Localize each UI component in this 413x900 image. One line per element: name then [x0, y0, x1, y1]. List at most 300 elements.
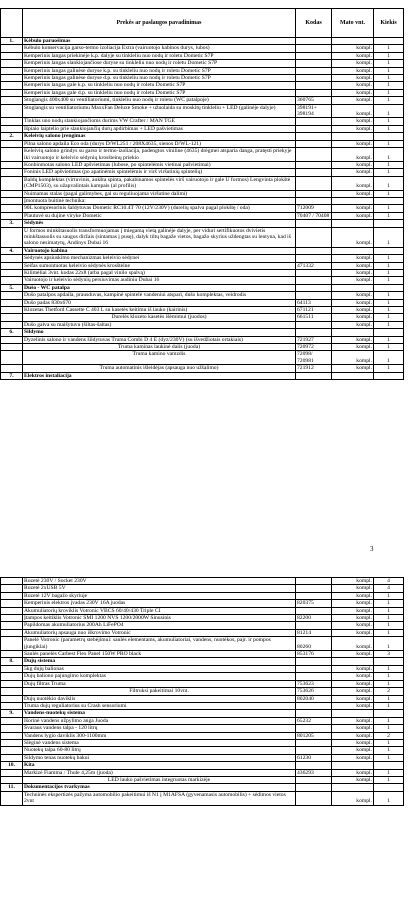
section-number: 3.	[1, 220, 23, 227]
code-cell	[296, 220, 332, 227]
table-row	[1, 227, 404, 247]
item-code: 853176	[296, 651, 332, 658]
table-row	[1, 148, 404, 162]
item-unit: kompl.	[332, 607, 374, 614]
section-row	[1, 247, 404, 254]
section-number: 9.	[1, 710, 23, 717]
item-qty: 1	[374, 60, 404, 67]
row-number	[1, 702, 23, 709]
item-name: U formos minkštasuolis transformuojamas į miegamą vietą galinėje dalyje, per viduri sertifikuotos dvivietis minkštasuolis su saugos diržais (sintamas į pusę), dalyk tiltų bagaže vietos, bagažo skyrius uždengtas su lentyna, kad iš salono nesimatytų, Andinys Dubai 16	[23, 227, 296, 247]
table-row	[1, 615, 404, 622]
item-unit: kompl.	[332, 125, 374, 132]
item-unit: kompl.	[332, 739, 374, 746]
item-name: Vairuotojo ir keleivio sėdynių persiuvimas audiniu Dubai 16	[23, 277, 296, 284]
item-name: Kemperinis langas gale d.p. su tinkleliu nuo nodų ir roletu Dometic S7P	[23, 89, 296, 96]
qty-cell	[374, 247, 404, 254]
table-row	[1, 665, 404, 672]
item-name: Stoglangis 400x400 su ventiliatoriumi, tinkleliu nuo nodų ir roletu (WC patalpoje)	[23, 97, 296, 104]
table-row	[1, 212, 404, 219]
spec-table-bottom	[0, 577, 404, 806]
item-qty: 1	[374, 754, 404, 761]
item-unit: kompl.	[332, 336, 374, 343]
row-number	[1, 292, 23, 299]
table-row	[1, 365, 404, 372]
item-code: 801205	[296, 732, 332, 739]
table-row	[1, 351, 404, 365]
item-qty: 1	[374, 717, 404, 724]
item-code: 753626	[296, 688, 332, 695]
row-number	[1, 89, 23, 96]
item-unit: kompl.	[332, 776, 374, 783]
row-number	[1, 205, 23, 212]
table-row	[1, 205, 404, 212]
item-unit: kompl.	[332, 688, 374, 695]
row-number	[1, 769, 23, 776]
row-number	[1, 125, 23, 132]
section-title: Dujų sistema	[23, 658, 296, 665]
row-number	[1, 725, 23, 732]
code-cell	[296, 329, 332, 336]
table-row	[1, 45, 404, 52]
row-number	[1, 615, 23, 622]
item-unit: kompl.	[332, 140, 374, 147]
item-unit: kompl.	[332, 725, 374, 732]
item-unit: kompl.	[332, 351, 374, 365]
section-number: 5.	[1, 284, 23, 291]
table-row	[1, 717, 404, 724]
table-row	[1, 125, 404, 132]
item-code: 721912	[296, 365, 332, 372]
item-code: 64113	[296, 299, 332, 306]
unit-cell	[332, 784, 374, 791]
item-qty: 1	[374, 673, 404, 680]
item-name: Truma automatinis išleidėjas (apsauga nuo užšalimo)	[23, 365, 296, 372]
row-number	[1, 52, 23, 59]
row-number	[1, 161, 23, 168]
item-code	[296, 739, 332, 746]
item-qty: 1	[374, 140, 404, 147]
page-number: 3	[370, 545, 374, 553]
row-number	[1, 227, 23, 247]
item-qty: 1	[374, 351, 404, 365]
section-number: 1.	[1, 38, 23, 45]
item-name: Įmontuota buitinė technika:	[23, 197, 296, 204]
item-code	[296, 52, 332, 59]
item-name: Rozetė 2xUSB 5V	[23, 585, 296, 592]
row-number	[1, 776, 23, 783]
item-qty: 1	[374, 637, 404, 651]
section-title: Dokumentacijos tvarkymas	[23, 784, 296, 791]
item-qty: 1	[374, 695, 404, 702]
table-row	[1, 702, 404, 709]
item-code	[296, 169, 332, 176]
item-code	[296, 45, 332, 52]
item-qty: 3	[374, 651, 404, 658]
unit-cell	[332, 284, 374, 291]
item-name: Foninis LED apšvietimas (po apatinėmis spintelėmis ir virš viršutinių spintelių)	[23, 169, 296, 176]
code-cell	[296, 710, 332, 717]
item-name: Išpiaio laiptelio prie slankiojančių durų apdirbimas + LED pašvietimas	[23, 125, 296, 132]
item-name: Kemperinis langas galinėse duryse d.p. su tinkleliu nuo nodų ir roletu Dometic S7P	[23, 75, 296, 82]
item-unit: kompl.	[332, 169, 374, 176]
item-unit: kompl.	[332, 732, 374, 739]
section-number: 7.	[1, 372, 23, 379]
spec-table-top	[0, 8, 404, 380]
item-unit: kompl.	[332, 262, 374, 269]
item-name: Techninės ekspertizės pažyma automobilio pakeitimui iš N1 į M1AFSA (gyvenamasis automobilis) + sėdimos vietos 2vnt	[23, 791, 296, 805]
item-unit: kompl.	[332, 75, 374, 82]
table-row	[1, 336, 404, 343]
item-unit: kompl.	[332, 769, 374, 776]
section-row	[1, 220, 404, 227]
row-number	[1, 695, 23, 702]
item-unit: kompl.	[332, 695, 374, 702]
unit-cell	[332, 220, 374, 227]
item-name: Įtampos keitiklis Votronic SMI 1200 NVS 1200/2000W Sinusinis	[23, 615, 296, 622]
item-code	[296, 622, 332, 629]
section-row	[1, 762, 404, 769]
item-code: 436293	[296, 769, 332, 776]
item-name: LED lauko pašvietimas integruotas markizėje	[23, 776, 296, 783]
item-qty: 1	[374, 205, 404, 212]
row-number	[1, 212, 23, 219]
item-name: Dušo galva su maišytuvu (šiltas-šaltas)	[23, 321, 296, 328]
unit-cell	[332, 38, 374, 45]
table-row	[1, 739, 404, 746]
item-name: 5kg dujų balionas	[23, 665, 296, 672]
row-number	[1, 75, 23, 82]
qty-cell	[374, 220, 404, 227]
row-number	[1, 629, 23, 636]
item-unit: kompl.	[332, 277, 374, 284]
item-code	[296, 277, 332, 284]
item-unit: kompl.	[332, 314, 374, 321]
item-name: Saulės panelės Carbest Flex Panel 150W PRO black	[23, 651, 296, 658]
item-name: Tinklas uno nodų slankiojančioms durims VW Crafter / MAN TGE	[23, 118, 296, 125]
item-name: Nuotekų talpa 60-80 litrų	[23, 747, 296, 754]
table-row	[1, 732, 404, 739]
row-number	[1, 262, 23, 269]
item-qty: 1	[374, 176, 404, 190]
code-cell	[296, 133, 332, 140]
item-unit: kompl.	[332, 651, 374, 658]
table-row	[1, 75, 404, 82]
table-row	[1, 688, 404, 695]
item-qty: 1	[374, 125, 404, 132]
item-qty: 1	[374, 344, 404, 351]
row-number	[1, 739, 23, 746]
item-qty: 4	[374, 578, 404, 585]
item-qty: 1	[374, 702, 404, 709]
item-name: Dujų filtras Truma	[23, 680, 296, 687]
table-row	[1, 299, 404, 306]
item-name: Durelės klozeto kasetės išėmimui (juodos)	[23, 314, 296, 321]
item-unit: kompl.	[332, 747, 374, 754]
row-number	[1, 60, 23, 67]
section-title: Keleivių salono įrengimas	[23, 133, 296, 140]
item-code	[296, 161, 332, 168]
col-unit: Mato vnt.	[332, 9, 374, 38]
item-name: Dušo padas 830x670	[23, 299, 296, 306]
table-row	[1, 791, 404, 805]
item-name: Dujų baliono pajungimo komplektas	[23, 673, 296, 680]
item-name: Slėginė vandens sistema	[23, 739, 296, 746]
col-qty: Kiekis	[374, 9, 404, 38]
item-code	[296, 791, 332, 805]
section-title: Dušo - WC patalpa	[23, 284, 296, 291]
table-row	[1, 307, 404, 314]
item-qty: 1	[374, 607, 404, 614]
item-unit: kompl.	[332, 190, 374, 197]
item-unit: kompl.	[332, 615, 374, 622]
item-qty: 2	[374, 688, 404, 695]
item-name: Kemperinis langas priekinėje k.p. dalyje su tinkleliu nuo nodų ir roletu Dometic S7P	[23, 52, 296, 59]
item-code	[296, 673, 332, 680]
item-qty: 1	[374, 791, 404, 805]
code-cell	[296, 372, 332, 379]
item-name: Švaraus vandens talpa - 120 litrų	[23, 725, 296, 732]
table-row	[1, 270, 404, 277]
item-unit: kompl.	[332, 673, 374, 680]
item-qty: 2	[374, 732, 404, 739]
item-code: 82200	[296, 615, 332, 622]
item-qty: 1	[374, 592, 404, 599]
table-row	[1, 321, 404, 328]
unit-cell	[332, 247, 374, 254]
item-name: Šildymo tenas nuotekų bakui	[23, 754, 296, 761]
table-row	[1, 754, 404, 761]
item-code: 721927	[296, 336, 332, 343]
item-qty: 1	[374, 665, 404, 672]
item-qty: 1	[374, 725, 404, 732]
item-unit: kompl.	[332, 791, 374, 805]
item-name: Seifas sumontuotas keleivio sėdynės krosšteine	[23, 262, 296, 269]
item-name: Kilimėliai 3vnt. kodas 22x8 (arba pagal vinilo spalvą)	[23, 270, 296, 277]
item-code: 720972	[296, 344, 332, 351]
item-code: 70407 / 70408	[296, 212, 332, 219]
row-number	[1, 190, 23, 197]
item-name: Filtruksi pakeitimai 10vnt.	[23, 688, 296, 695]
table-row	[1, 629, 404, 636]
item-unit: kompl.	[332, 629, 374, 636]
item-name: Dušo patalpos apdaila, prausduvas, kampinė spintelė vandeniui atspari, dušo komplektas, veidrodis	[23, 292, 296, 299]
item-code: 65232	[296, 717, 332, 724]
item-name: Kemperinis langas slankiojančiose duryse su tinkleliu nuo nodų ir roletu Dometic S7P	[23, 60, 296, 67]
qty-cell	[374, 38, 404, 45]
unit-cell	[332, 658, 374, 665]
item-qty: 4	[374, 585, 404, 592]
row-number	[1, 314, 23, 321]
item-qty: 1	[374, 75, 404, 82]
item-name: Keleivių salono grindys su garso ir termo-izoliacija, padengtos viniline (4635) drėgmei atsparia danga, pratęsti priekyje iki vairuotojo ir keleivio sėdynių krosšteinų priekio	[23, 148, 296, 162]
section-title: Šildymo	[23, 329, 296, 336]
table-row	[1, 89, 404, 96]
item-qty: 1	[374, 104, 404, 118]
unit-cell	[332, 133, 374, 140]
table-row	[1, 104, 404, 118]
item-qty: 1	[374, 307, 404, 314]
item-unit: kompl.	[332, 118, 374, 125]
row-number	[1, 607, 23, 614]
row-number	[1, 651, 23, 658]
table-row	[1, 769, 404, 776]
item-unit: kompl.	[332, 702, 374, 709]
table-row	[1, 578, 404, 585]
row-number	[1, 680, 23, 687]
item-name: Akumuliatorių kroviklis Votronic VBCS 60/40/430 Triple CI	[23, 607, 296, 614]
item-unit: kompl.	[332, 600, 374, 607]
row-number	[1, 255, 23, 262]
item-code	[296, 321, 332, 328]
item-name: Kemperinis langas galinėse duryse k.p. su tinkleliu nuo nodų ir roletu Dometic S7P	[23, 67, 296, 74]
item-qty: 1	[374, 776, 404, 783]
table-row	[1, 197, 404, 204]
row-number	[1, 270, 23, 277]
item-qty: 1	[374, 227, 404, 247]
row-number	[1, 688, 23, 695]
item-code	[296, 60, 332, 67]
table-row	[1, 176, 404, 190]
item-qty: 1	[374, 67, 404, 74]
row-number	[1, 600, 23, 607]
item-code	[296, 776, 332, 783]
item-unit: kompl.	[332, 45, 374, 52]
table-row	[1, 637, 404, 651]
row-number	[1, 45, 23, 52]
item-qty: 1	[374, 190, 404, 197]
row-number	[1, 118, 23, 125]
item-unit: kompl.	[332, 161, 374, 168]
item-name: Akumuliatorių apsauga nuo iškrovimo Votronic	[23, 629, 296, 636]
row-number	[1, 585, 23, 592]
item-qty: 1	[374, 270, 404, 277]
table-row	[1, 725, 404, 732]
item-qty: 1	[374, 365, 404, 372]
item-code: 72098/ 720981	[296, 351, 332, 365]
table-row	[1, 161, 404, 168]
section-row	[1, 38, 404, 45]
row-number	[1, 351, 23, 365]
item-code	[296, 67, 332, 74]
item-name: 90L kompresorinis šaldytuvas Dometic RC10.4T 70 (12V/230V) (durelių spalva pagal plokštę / oda)	[23, 205, 296, 212]
table-row	[1, 67, 404, 74]
item-unit: kompl.	[332, 176, 374, 190]
item-name: Klozetas Thetford Cassette C 403 L su kasetės keitimu iš lauko (kairinis)	[23, 307, 296, 314]
item-qty: 1	[374, 118, 404, 125]
item-code	[296, 176, 332, 190]
item-unit: kompl.	[332, 665, 374, 672]
item-unit: kompl.	[332, 585, 374, 592]
row-number	[1, 344, 23, 351]
item-code	[296, 665, 332, 672]
qty-cell	[374, 329, 404, 336]
qty-cell	[374, 372, 404, 379]
qty-cell	[374, 284, 404, 291]
row-number	[1, 176, 23, 190]
item-name: Rozetė 12V bagažo skyriuje	[23, 592, 296, 599]
item-code	[296, 585, 332, 592]
row-number	[1, 665, 23, 672]
item-code	[296, 125, 332, 132]
item-code	[296, 89, 332, 96]
item-code: 61230	[296, 754, 332, 761]
table-row	[1, 673, 404, 680]
row-number	[1, 67, 23, 74]
table-row	[1, 747, 404, 754]
item-code	[296, 227, 332, 247]
item-unit: kompl.	[332, 307, 374, 314]
item-code: 671121	[296, 307, 332, 314]
item-unit: kompl.	[332, 622, 374, 629]
item-name: Plautuvė su dujine viryke Dometic	[23, 212, 296, 219]
row-number	[1, 365, 23, 372]
qty-cell	[374, 784, 404, 791]
item-unit: kompl.	[332, 227, 374, 247]
unit-cell	[332, 329, 374, 336]
table-row	[1, 140, 404, 147]
item-unit: kompl.	[332, 754, 374, 761]
table-row	[1, 60, 404, 67]
item-unit: kompl.	[332, 365, 374, 372]
table-row	[1, 169, 404, 176]
row-number	[1, 82, 23, 89]
row-number	[1, 747, 23, 754]
row-number	[1, 578, 23, 585]
item-name: Stoglangis su ventiliatoriumu MaxxFan Deluxe Smoke + užuolaida su moskitų tinkleliu + LED (galinėje dalyje)	[23, 104, 296, 118]
item-qty: 1	[374, 255, 404, 262]
table-row	[1, 622, 404, 629]
item-name: Kemperinis elektros įvadas 230V 16A juodas	[23, 600, 296, 607]
item-code: 661511	[296, 314, 332, 321]
item-code: 471332	[296, 262, 332, 269]
row-number	[1, 97, 23, 104]
item-code	[296, 702, 332, 709]
row-number	[1, 104, 23, 118]
section-title: Kėbulo paruošimas	[23, 38, 296, 45]
item-qty: 1	[374, 747, 404, 754]
item-name: Papildomas akumuliatorius 200Ah LiFePO4	[23, 622, 296, 629]
row-number	[1, 754, 23, 761]
unit-cell	[332, 372, 374, 379]
item-unit: kompl.	[332, 270, 374, 277]
item-code: 360765	[296, 97, 332, 104]
item-qty	[374, 197, 404, 204]
item-qty: 1	[374, 82, 404, 89]
item-name: Truma kaminas laukinė dalis (juoda)	[23, 344, 296, 351]
item-code: 712009	[296, 205, 332, 212]
item-qty: 1	[374, 680, 404, 687]
item-unit: kompl.	[332, 717, 374, 724]
item-qty: 1	[374, 52, 404, 59]
row-number	[1, 277, 23, 284]
table-header-row	[1, 9, 404, 38]
item-qty: 1	[374, 262, 404, 269]
item-code	[296, 592, 332, 599]
code-cell	[296, 247, 332, 254]
table-row	[1, 600, 404, 607]
item-code	[296, 607, 332, 614]
item-code: 81214	[296, 629, 332, 636]
item-qty: 1	[374, 615, 404, 622]
row-number	[1, 169, 23, 176]
code-cell	[296, 38, 332, 45]
item-qty: 1	[374, 89, 404, 96]
item-qty: 1	[374, 629, 404, 636]
row-number	[1, 321, 23, 328]
item-name: Nuimamas stalas (pagal galimybes, gal su reguliuojama viršutine dalimi)	[23, 190, 296, 197]
item-unit: kompl.	[332, 205, 374, 212]
item-unit: kompl.	[332, 321, 374, 328]
